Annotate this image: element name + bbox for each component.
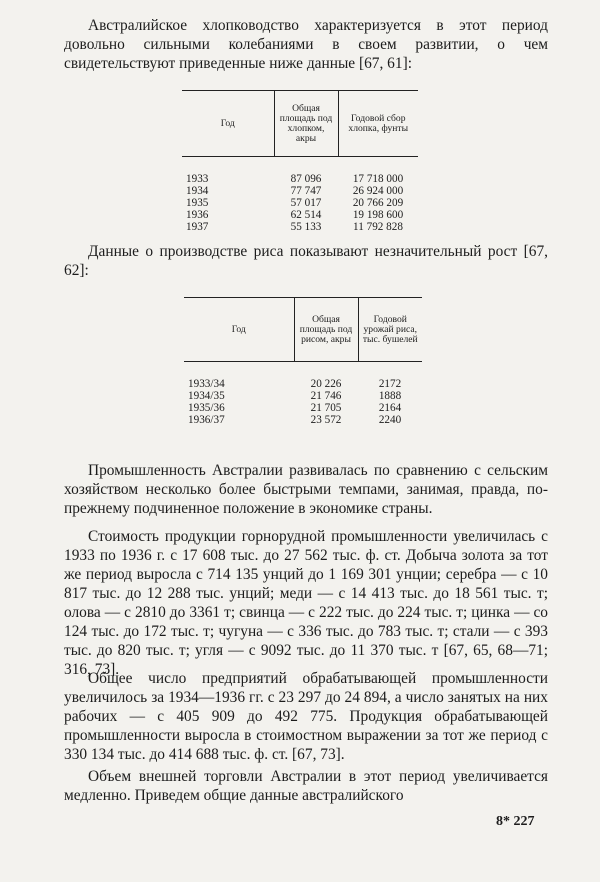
cell-year: 1934 <box>186 185 209 197</box>
cell-year: 1933 <box>186 173 209 185</box>
table-row <box>182 185 418 197</box>
cell-harvest: 2240 <box>378 414 402 426</box>
table-row <box>182 209 418 221</box>
rice-header-harvest: Годовой урожай риса, тыс. бушелей <box>358 298 422 362</box>
table-row <box>182 157 418 186</box>
cotton-header-year: Год <box>182 91 274 157</box>
intro-cotton-paragraph: Австралийское хлопководство характеризуется в этот период довольно сильными колебаниями в своем развитии, о чем свидетельствуют приведенные ниже данные [67, 61]: <box>64 17 548 72</box>
rice-header-year: Год <box>184 298 294 362</box>
cell-harvest: 11 792 828 <box>353 221 403 233</box>
cotton-header-area: Общая площадь под хлопком, акры <box>274 91 338 157</box>
cell-area: 77 747 <box>290 185 322 197</box>
table-row <box>184 362 422 391</box>
trade-paragraph: Объем внешней торговли Австралии в этот период увеличивается медленно. Приведем общие данные австралийского <box>64 768 548 804</box>
cell-year: 1937 <box>186 221 209 233</box>
rice-header-area: Общая площадь под рисом, акры <box>294 298 358 362</box>
cell-area: 21 746 <box>310 390 342 402</box>
cell-harvest: 1888 <box>378 390 402 402</box>
cell-harvest: 20 766 209 <box>352 197 404 209</box>
rice-table <box>184 297 422 426</box>
cotton-header-harvest: Годовой сбор хлопка, фунты <box>338 91 418 157</box>
table-row <box>182 197 418 209</box>
intro-rice-paragraph: Данные о производстве риса показывают незначительный рост [67, 62]: <box>64 243 548 279</box>
cell-area: 23 572 <box>310 414 342 426</box>
page-number: 8* 227 <box>496 814 535 829</box>
industry-paragraph: Промышленность Австралии развивалась по сравнению с сельским хозяйством несколько более быстрыми темпами, занимая, правда, по-прежнему подчиненное положение в экономике страны. <box>64 462 548 517</box>
table-row <box>182 221 418 233</box>
cell-area: 20 226 <box>310 378 342 390</box>
cell-area: 21 705 <box>310 402 342 414</box>
cell-year: 1935 <box>186 197 209 209</box>
cotton-table <box>182 90 418 233</box>
cell-harvest: 26 924 000 <box>352 185 404 197</box>
cell-year: 1936 <box>186 209 209 221</box>
cell-area: 57 017 <box>290 197 322 209</box>
cell-harvest: 2164 <box>378 402 402 414</box>
cell-area: 62 514 <box>290 209 322 221</box>
cell-year: 1933/34 <box>188 378 225 390</box>
manufacturing-paragraph: Общее число предприятий обрабатывающей промышленности увеличилось за 1934—1936 гг. с 23 297 до 24 894, а число занятых на них рабочих — с 405 909 до 492 775. Продукция обрабатывающей промышленности выросла в стоимостном выражении за тот же период с 330 134 тыс. до 414 688 тыс. ф. ст. [67, 73]. <box>64 670 548 763</box>
cell-area: 55 133 <box>290 221 322 233</box>
table-row <box>184 414 422 426</box>
table-row <box>184 402 422 414</box>
cell-harvest: 17 718 000 <box>352 173 404 185</box>
table-row <box>184 390 422 402</box>
mining-paragraph: Стоимость продукции горнорудной промышленности увеличилась с 1933 по 1936 г. с 17 608 тыс. до 27 562 тыс. ф. ст. Добыча золота за тот же период выросла с 714 135 унций до 1 169 301 унции; серебра — с 10 817 тыс. до 12 288 тыс. унций; меди — с 14 413 тыс. до 18 561 тыс. т; олова — с 2810 до 3361 т; свинца — с 222 тыс. до 224 тыс. т; цинка — со 124 тыс. до 172 тыс. т; чугуна — с 336 тыс. до 783 тыс. т; стали — с 393 тыс. до 820 тыс. т; угля — с 9092 тыс. до 11 370 тыс. т [67, 65, 68—71; 316, 73]. <box>64 528 548 678</box>
cell-area: 87 096 <box>290 173 322 185</box>
cell-harvest: 19 198 600 <box>352 209 404 221</box>
cell-year: 1936/37 <box>188 414 225 426</box>
cell-harvest: 2172 <box>378 378 402 390</box>
cell-year: 1935/36 <box>188 402 225 414</box>
cell-year: 1934/35 <box>188 390 225 402</box>
